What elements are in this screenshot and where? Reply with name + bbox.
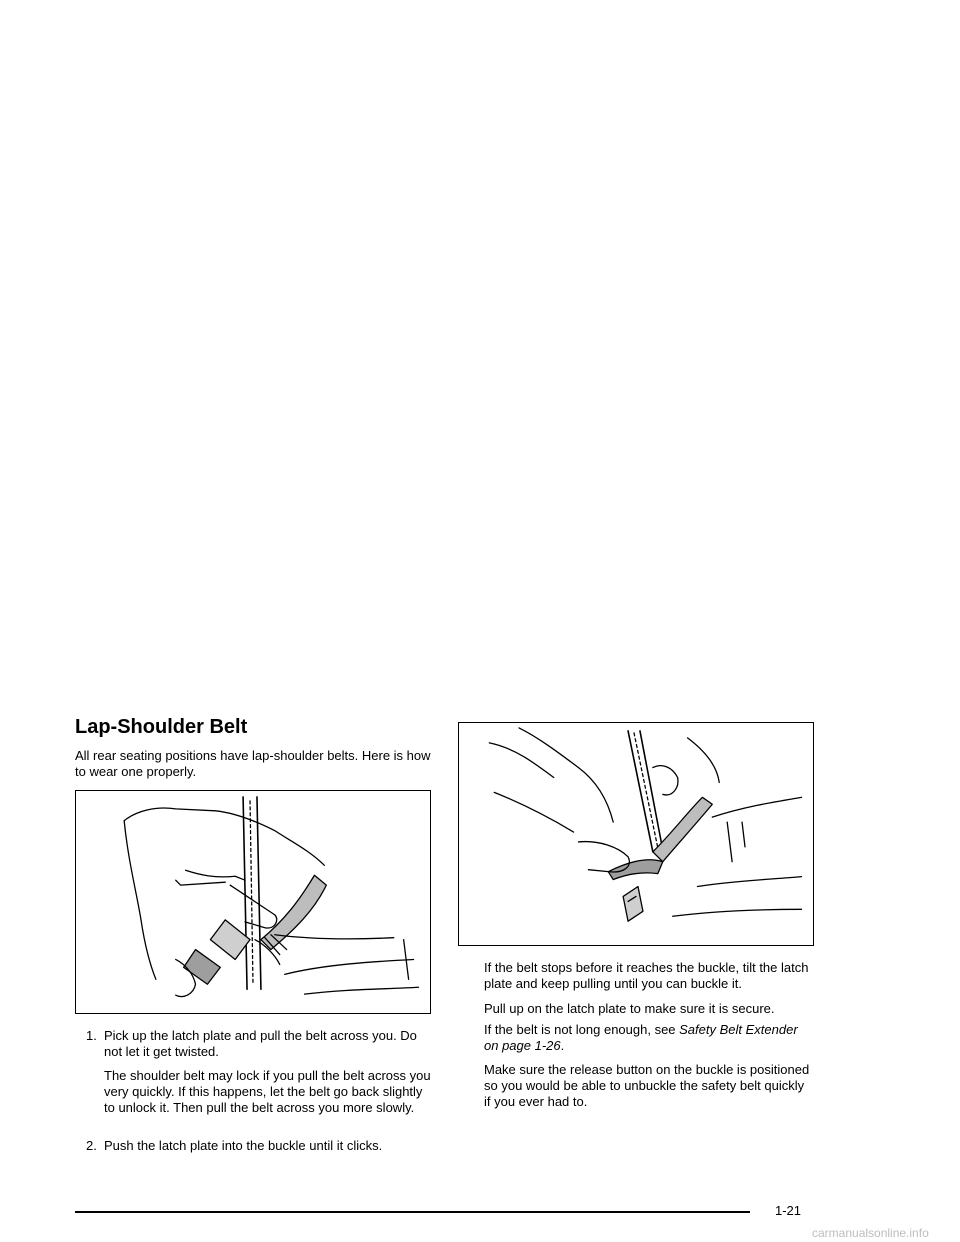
belt-straps: [608, 731, 712, 880]
right-paragraph-2: Pull up on the latch plate to make sure it is secure.: [484, 1001, 775, 1016]
intro-paragraph: All rear seating positions have lap-shoulder belts. Here is how to wear one properly.: [75, 748, 431, 779]
right-paragraph-3: [484, 1022, 814, 1054]
right-paragraph-3-suffix: .: [560, 1038, 565, 1053]
step-1-note: The shoulder belt may lock if you pull the belt across you very quickly. If this happens, let the belt go back slightly to unlock it. Then pull the belt across you more slowly.: [104, 1068, 431, 1115]
step-2-number: 2.: [86, 1138, 97, 1153]
buckle: [623, 887, 643, 922]
torso-outline: [124, 808, 324, 979]
step-1-number: 1.: [86, 1028, 97, 1043]
step-2-text: Push the latch plate into the buckle until it clicks.: [104, 1138, 383, 1153]
legs: [275, 935, 419, 994]
footer-rule: [75, 1211, 750, 1213]
illustration-pull-belt: [75, 790, 431, 1014]
page-title: Lap-Shoulder Belt: [75, 716, 248, 738]
shoulder-belt: [243, 797, 261, 989]
right-paragraph-1: If the belt stops before it reaches the buckle, tilt the latch plate and keep pulling until you can buckle it.: [484, 960, 809, 991]
step-1-text: Pick up the latch plate and pull the belt across you. Do not let it get twisted.: [104, 1028, 417, 1059]
page-number: 1-21: [775, 1203, 802, 1218]
illustration-buckle-latch: [458, 722, 814, 946]
watermark: carmanualsonline.info: [812, 1226, 929, 1240]
right-paragraph-4: Make sure the release button on the buckle is positioned so you would be able to unbuckle the safety belt quickly if you ever had to.: [484, 1062, 810, 1109]
safety-belt-extender-link[interactable]: Safety Belt Extender on page 1-26: [484, 1022, 798, 1053]
right-paragraph-3-prefix: If the belt is not long enough, see: [484, 1022, 680, 1037]
lap-belt: [184, 875, 327, 984]
